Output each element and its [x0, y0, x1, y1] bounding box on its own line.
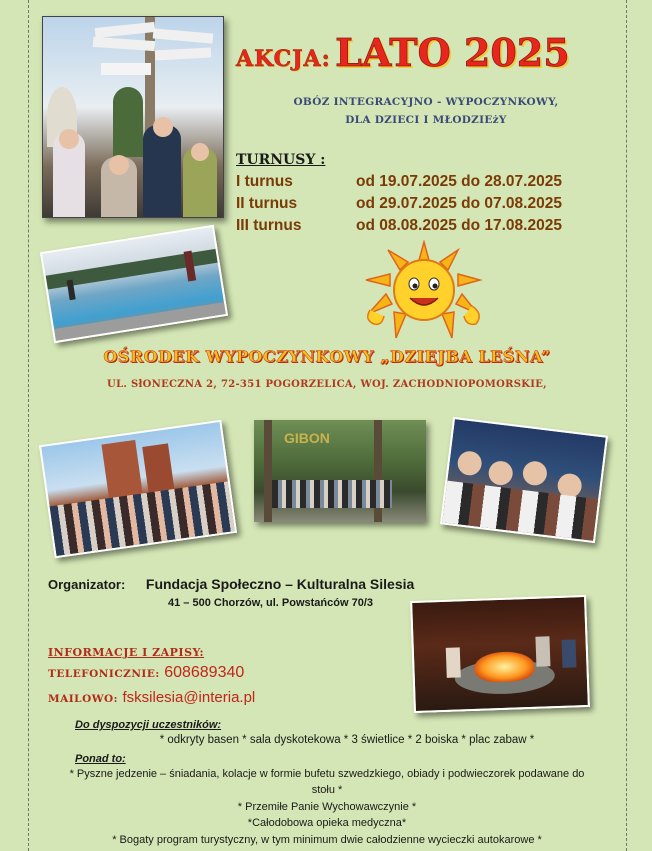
- turnusy-heading: TURNUSY :: [236, 152, 326, 168]
- subtitle-line-1: OBÓZ INTEGRACYJNO - WYPOCZYNKOWY,: [293, 96, 559, 108]
- organizer-address: 41 – 500 Chorzów, ul. Powstańców 70/3: [168, 597, 373, 609]
- mail-row: [48, 689, 255, 707]
- extras-line: * Bogaty program turystyczny, w tym minimum dwie całodzienne wycieczki autokarowe *: [112, 834, 542, 846]
- phone-row: [48, 664, 244, 682]
- page-border-left: [28, 0, 29, 851]
- title-prefix: AKCJA:: [236, 46, 331, 72]
- extras-line: *Całodobowa opieka medyczna*: [247, 817, 407, 829]
- organizer-name: Fundacja Społeczno – Kulturalna Silesia: [145, 576, 415, 592]
- turnus-label: II turnus: [236, 195, 298, 212]
- venue-name: OŚRODEK WYPOCZYNKOWY „DZIEJBA LEŚNA”: [103, 347, 551, 366]
- photo-group-ruins: [39, 420, 237, 558]
- photo-kids-indoors: [440, 417, 608, 543]
- extras-line: * Przemiłe Panie Wychowawczynie *: [237, 801, 417, 813]
- turnus-label: I turnus: [236, 173, 293, 190]
- phone-label: TELEFONICZNIE:: [48, 668, 160, 680]
- photo-sign-text: GIBON: [284, 430, 330, 446]
- venue-address: UL. SłONECZNA 2, 72-351 POGORZELICA, WOJ. ZACHODNIOPOMORSKIE,: [107, 379, 547, 390]
- phone-number[interactable]: 608689340: [164, 664, 245, 681]
- turnus-dates: od 08.08.2025 do 17.08.2025: [356, 217, 562, 234]
- mail-label: MAILOWO:: [48, 693, 119, 705]
- photo-rope-park: [254, 420, 426, 522]
- extras-line: stołu *: [311, 784, 343, 796]
- page-border-right: [626, 0, 627, 851]
- turnus-dates: od 29.07.2025 do 07.08.2025: [356, 195, 562, 212]
- photo-kids-signpost: [42, 16, 224, 218]
- title-row: [236, 30, 636, 75]
- sun-icon: [362, 240, 486, 342]
- info-heading: INFORMACJE I ZAPISY:: [48, 646, 205, 659]
- organizer-row: [48, 576, 414, 592]
- page-title: LATO 2025: [335, 30, 570, 75]
- organizer-label: Organizator:: [48, 577, 126, 592]
- extras-heading: Ponad to:: [75, 753, 126, 765]
- photo-pool: [40, 225, 228, 343]
- turnus-dates: od 19.07.2025 do 28.07.2025: [356, 173, 562, 190]
- amenities-heading: Do dyspozycji uczestników:: [75, 719, 222, 731]
- photo-campfire: [410, 595, 590, 713]
- subtitle-line-2: DLA DZIECI I MŁODZIEżY: [345, 114, 507, 126]
- turnus-label: III turnus: [236, 217, 302, 234]
- amenities-text: * odkryty basen * sala dyskotekowa * 3 świetlice * 2 boiska * plac zabaw *: [159, 734, 535, 746]
- mail-address[interactable]: fsksilesia@interia.pl: [122, 689, 256, 706]
- extras-line: * Pyszne jedzenie – śniadania, kolacje w formie bufetu szwedzkiego, obiady i podwieczorek podawane do: [69, 768, 585, 780]
